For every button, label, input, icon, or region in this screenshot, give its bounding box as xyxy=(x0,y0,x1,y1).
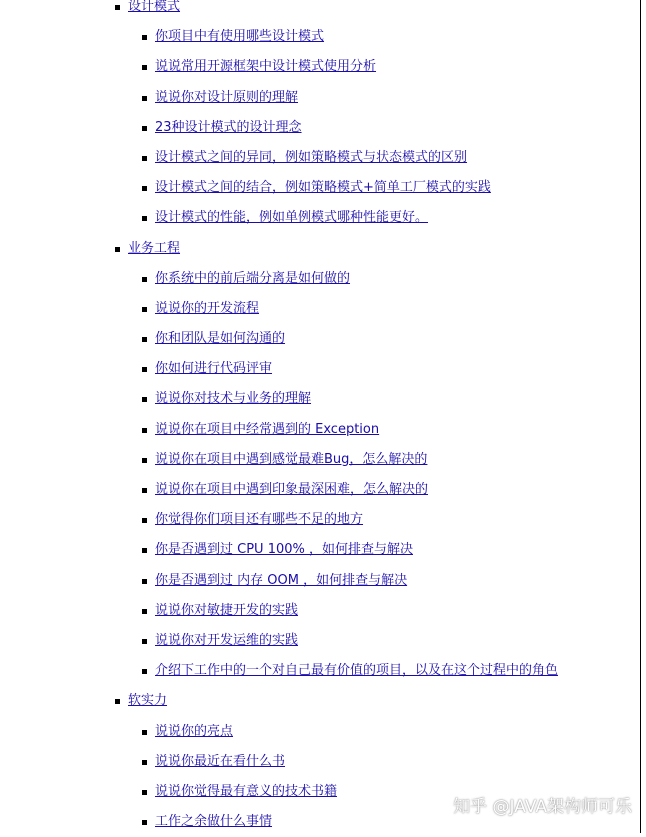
list-item xyxy=(0,173,640,203)
bullet xyxy=(142,96,147,101)
bullet xyxy=(142,760,147,765)
section-business-engineering xyxy=(0,234,640,264)
bullet xyxy=(142,367,147,372)
bullet xyxy=(142,126,147,131)
bullet xyxy=(142,156,147,161)
watermark: 知乎 @JAVA架构师可乐 xyxy=(453,797,632,817)
list-item xyxy=(0,626,640,656)
list-item xyxy=(0,415,640,445)
bullet xyxy=(142,35,147,40)
item-link[interactable]: 说说你对设计原则的理解 xyxy=(155,89,299,105)
list-item xyxy=(0,52,640,82)
item-link[interactable]: 说说你对技术与业务的理解 xyxy=(155,391,312,407)
list-item xyxy=(0,384,640,414)
item-link[interactable]: 介绍下工作中的一个对自己最有价值的项目，以及在这个过程中的角色 xyxy=(155,663,559,679)
bullet xyxy=(142,669,147,674)
item-link[interactable]: 你系统中的前后端分离是如何做的 xyxy=(155,270,351,286)
bullet xyxy=(115,5,120,10)
list-item xyxy=(0,535,640,565)
bullet xyxy=(142,277,147,282)
list-item xyxy=(0,656,640,686)
item-link[interactable]: 说说你最近在看什么书 xyxy=(155,753,286,769)
bullet xyxy=(142,337,147,342)
list-item xyxy=(0,445,640,475)
bullet xyxy=(142,428,147,433)
section-soft-skills xyxy=(0,686,640,716)
item-link[interactable]: 你项目中有使用哪些设计模式 xyxy=(155,29,325,45)
bullet xyxy=(142,186,147,191)
list-item xyxy=(0,505,640,535)
item-link[interactable]: 你是否遇到过 内存 OOM ，如何排查与解决 xyxy=(155,572,408,588)
page-right-border xyxy=(640,0,641,833)
item-link[interactable]: 说说你在项目中遇到感觉最难Bug，怎么解决的 xyxy=(155,451,428,467)
section-link[interactable]: 设计模式 xyxy=(128,0,181,14)
item-link[interactable]: 说说你的亮点 xyxy=(155,723,234,739)
section-design-patterns xyxy=(0,0,640,22)
bullet xyxy=(142,65,147,70)
bullet xyxy=(142,548,147,553)
item-link[interactable]: 你和团队是如何沟通的 xyxy=(155,331,286,347)
bullet xyxy=(142,790,147,795)
bullet xyxy=(142,397,147,402)
section-link[interactable]: 软实力 xyxy=(128,693,168,709)
item-link[interactable]: 23种设计模式的设计理念 xyxy=(155,119,302,135)
bullet xyxy=(115,247,120,252)
item-link[interactable]: 设计模式的性能，例如单例模式哪种性能更好。 xyxy=(155,210,429,226)
bullet xyxy=(142,820,147,825)
item-link[interactable]: 说说你的开发流程 xyxy=(155,300,260,316)
bullet xyxy=(142,488,147,493)
bullet xyxy=(115,699,120,704)
item-link[interactable]: 说说你对敏捷开发的实践 xyxy=(155,602,299,618)
item-link[interactable]: 说说你在项目中经常遇到的 Exception xyxy=(155,421,380,437)
item-link[interactable]: 工作之余做什么事情 xyxy=(155,814,273,830)
item-link[interactable]: 设计模式之间的异同，例如策略模式与状态模式的区别 xyxy=(155,149,468,165)
list-item xyxy=(0,22,640,52)
list-item xyxy=(0,113,640,143)
bullet xyxy=(142,458,147,463)
bullet xyxy=(142,579,147,584)
item-link[interactable]: 设计模式之间的结合，例如策略模式+简单工厂模式的实践 xyxy=(155,180,491,196)
list-item xyxy=(0,747,640,777)
section-link[interactable]: 业务工程 xyxy=(128,240,181,256)
item-link[interactable]: 你觉得你们项目还有哪些不足的地方 xyxy=(155,512,364,528)
list-item xyxy=(0,596,640,626)
list-item xyxy=(0,717,640,747)
list-item xyxy=(0,294,640,324)
list-item xyxy=(0,143,640,173)
bullet xyxy=(142,216,147,221)
item-link[interactable]: 你如何进行代码评审 xyxy=(155,361,273,377)
bullet xyxy=(142,730,147,735)
bullet xyxy=(142,307,147,312)
list-item xyxy=(0,324,640,354)
bullet xyxy=(142,609,147,614)
item-link[interactable]: 说说你在项目中遇到印象最深困难，怎么解决的 xyxy=(155,482,429,497)
item-link[interactable]: 说说常用开源框架中设计模式使用分析 xyxy=(155,59,377,75)
list-item xyxy=(0,264,640,294)
bullet xyxy=(142,639,147,644)
item-link[interactable]: 说说你觉得最有意义的技术书籍 xyxy=(155,783,338,799)
list-item xyxy=(0,354,640,384)
list-item xyxy=(0,83,640,113)
bullet xyxy=(142,518,147,523)
item-link[interactable]: 你是否遇到过 CPU 100% ，如何排查与解决 xyxy=(155,542,413,558)
item-link[interactable]: 说说你对开发运维的实践 xyxy=(155,632,299,648)
list-item xyxy=(0,203,640,233)
list-item xyxy=(0,475,640,505)
list-item xyxy=(0,566,640,596)
